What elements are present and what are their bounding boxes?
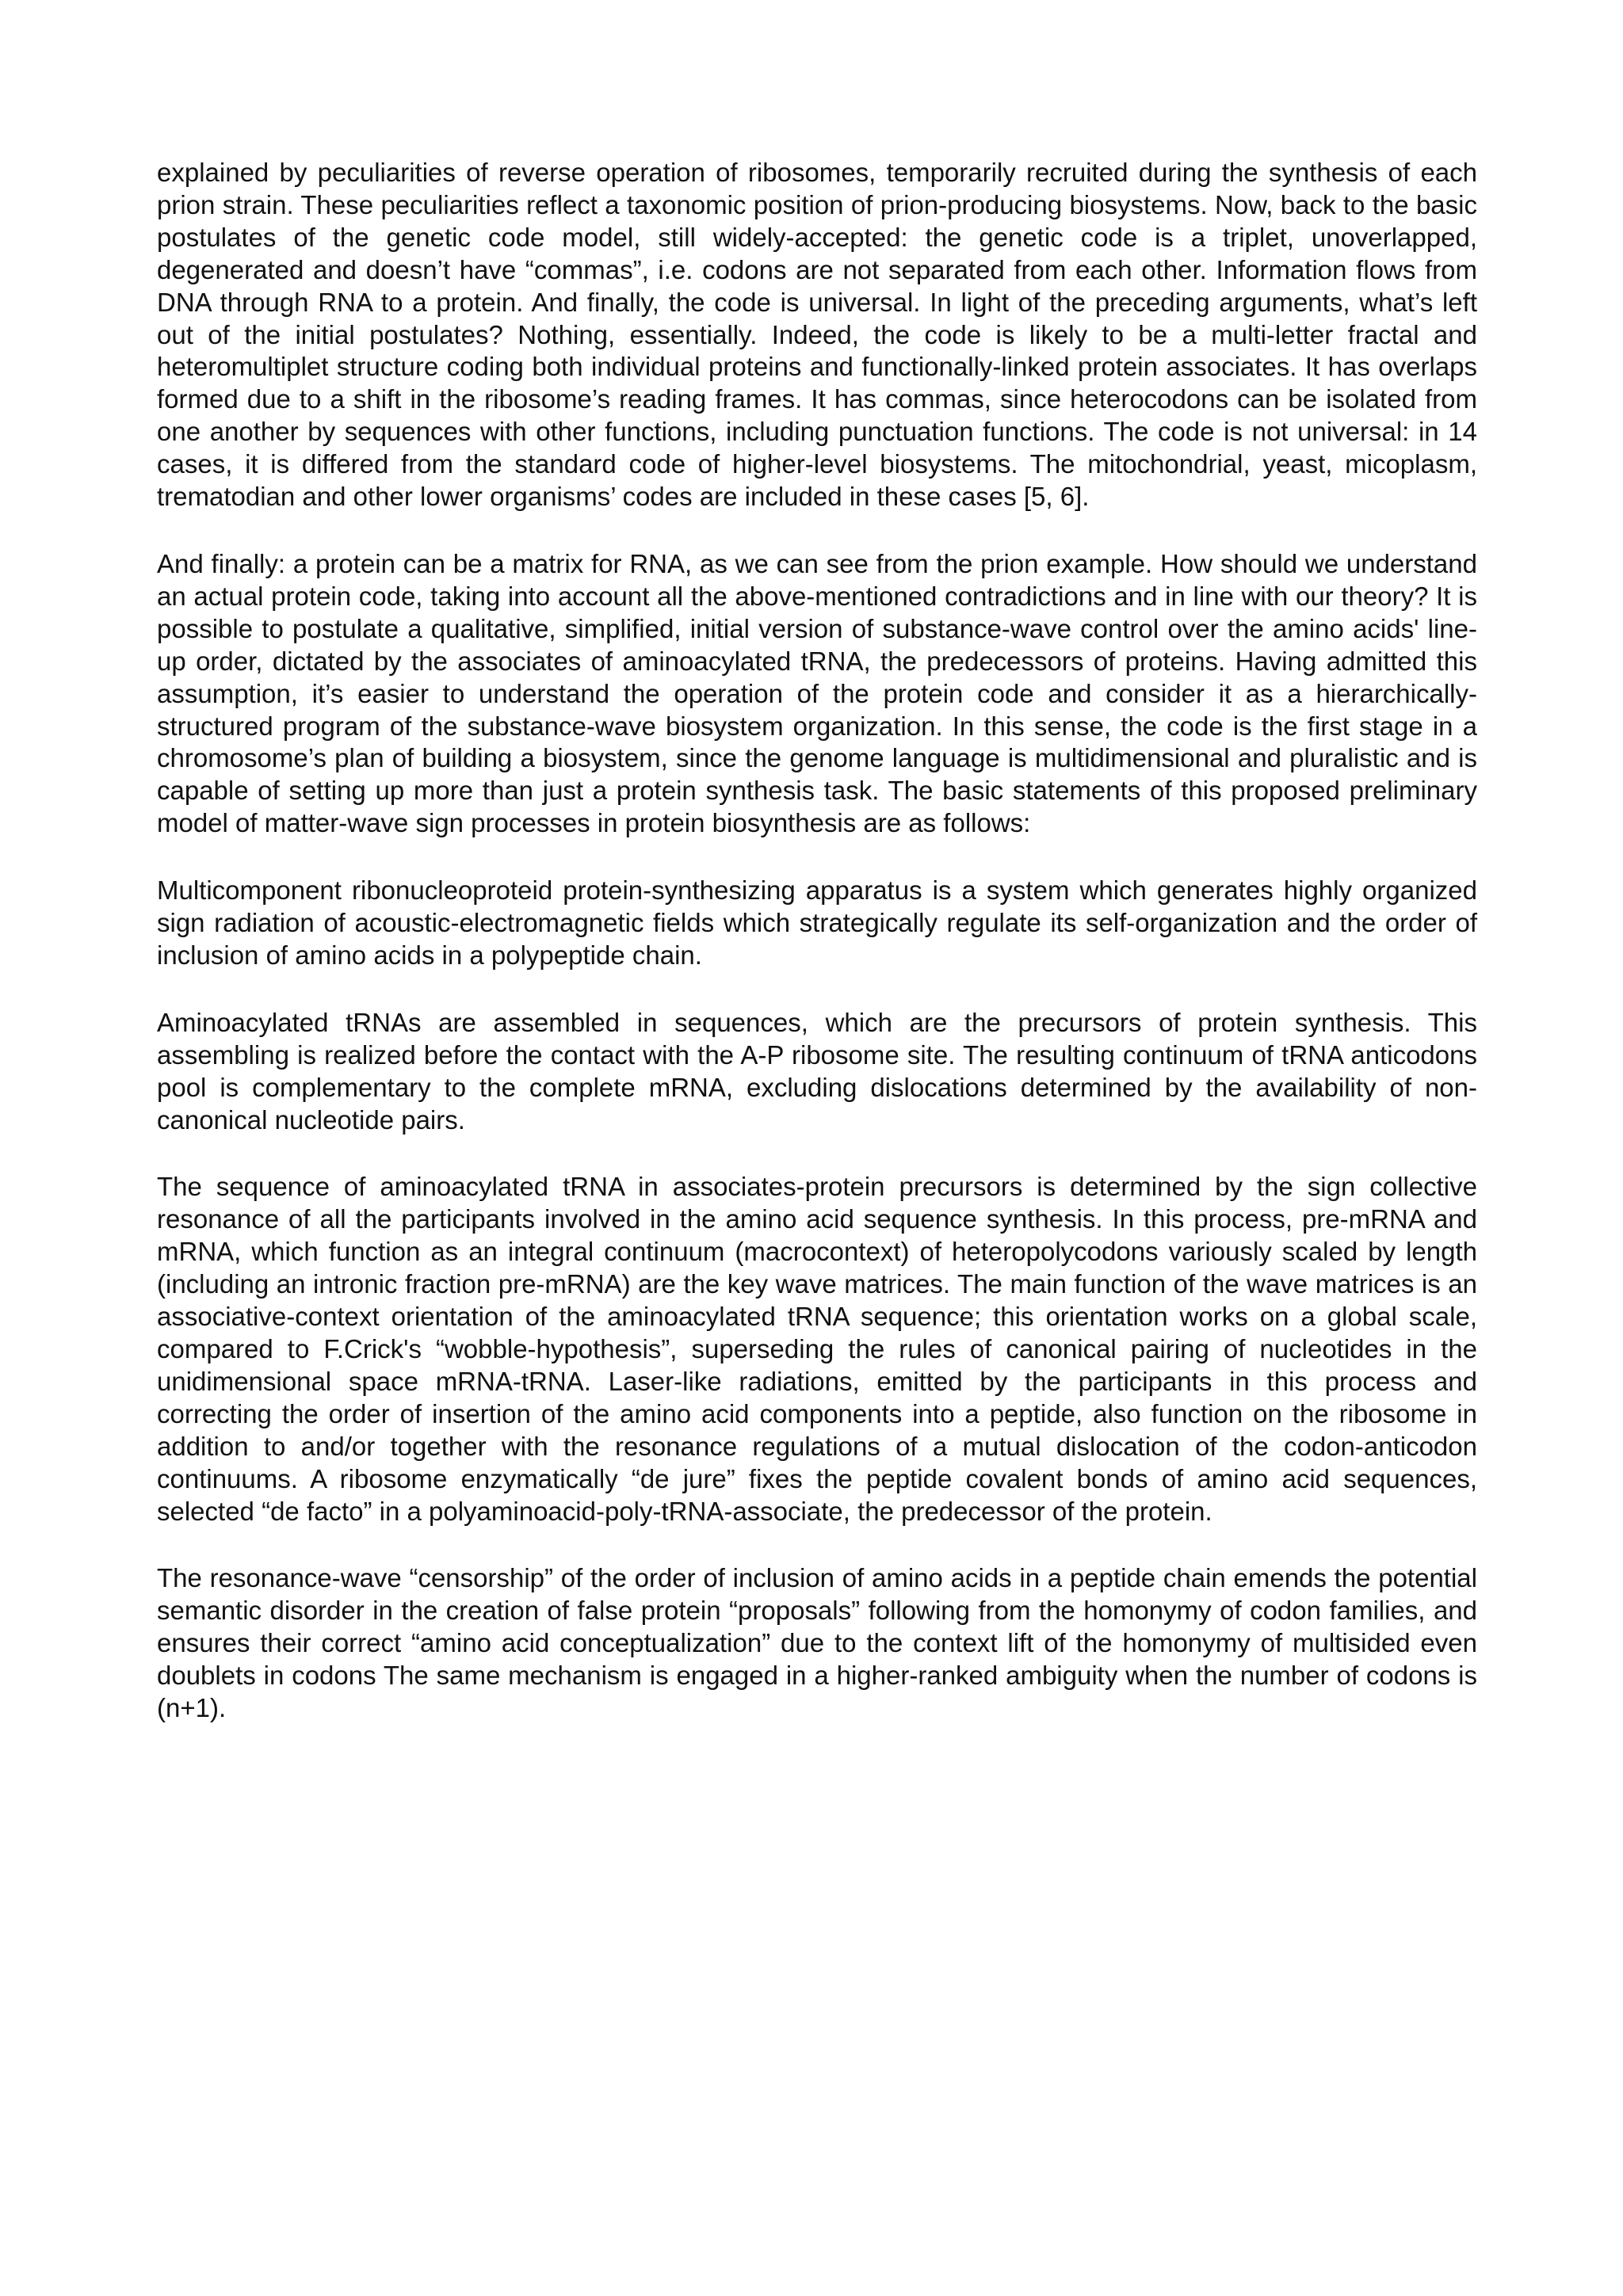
paragraph-3: Multicomponent ribonucleoproteid protein-synthesizing apparatus is a system which generates highly organized sign radiation of acoustic-electromagnetic fields which strategically regulate its self-organization and the order of inclusion of amino acids in a polypeptide chain.: [157, 875, 1477, 970]
document-page: [157, 157, 1477, 1760]
paragraph-1: explained by peculiarities of reverse operation of ribosomes, temporarily recruited during the synthesis of each prion strain. These peculiarities reflect a taxonomic position of prion-producing biosystems. Now, back to the basic postulates of the genetic code model, still widely-accepted: the genetic code is a triplet, unoverlapped, degenerated and doesn’t have “commas”, i.e. codons are not separated from each other. Information flows from DNA through RNA to a protein. And finally, the code is universal. In light of the preceding arguments, what’s left out of the initial postulates? Nothing, essentially. Indeed, the code is likely to be a multi-letter fractal and heteromultiplet structure coding both individual proteins and functionally-linked protein associates. It has overlaps formed due to a shift in the ribosome’s reading frames. It has commas, since heterocodons can be isolated from one another by sequences with other functions, including punctuation functions. The code is not universal: in 14 cases, it is differed from the standard code of higher-level biosystems. The mitochondrial, yeast, micoplasm, trematodian and other lower organisms’ codes are included in these cases [5, 6].: [157, 158, 1477, 512]
paragraph-6: The resonance-wave “censorship” of the order of inclusion of amino acids in a peptide chain emends the potential semantic disorder in the creation of false protein “proposals” following from the homonymy of codon families, and ensures their correct “amino acid conceptualization” due to the context lift of the homonymy of multisided even doublets in codons The same mechanism is engaged in a higher-ranked ambiguity when the number of codons is (n+1).: [157, 1563, 1477, 1723]
paragraph-2: And finally: a protein can be a matrix for RNA, as we can see from the prion example. How should we understand an actual protein code, taking into account all the above-mentioned contradictions and in line with our theory? It is possible to postulate a qualitative, simplified, initial version of substance-wave control over the amino acids' line-up order, dictated by the associates of aminoacylated tRNA, the predecessors of proteins. Having admitted this assumption, it’s easier to understand the operation of the protein code and consider it as a hierarchically-structured program of the substance-wave biosystem organization. In this sense, the code is the first stage in a chromosome’s plan of building a biosystem, since the genome language is multidimensional and pluralistic and is capable of setting up more than just a protein synthesis task. The basic statements of this proposed preliminary model of matter-wave sign processes in protein biosynthesis are as follows:: [157, 548, 1477, 838]
paragraph-4: Aminoacylated tRNAs are assembled in sequences, which are the precursors of protein synthesis. This assembling is realized before the contact with the A-P ribosome site. The resulting continuum of tRNA anticodons pool is complementary to the complete mRNA, excluding dislocations determined by the availability of non-canonical nucleotide pairs.: [157, 1007, 1477, 1135]
paragraph-5: The sequence of aminoacylated tRNA in associates-protein precursors is determined by the sign collective resonance of all the participants involved in the amino acid sequence synthesis. In this process, pre-mRNA and mRNA, which function as an integral continuum (macrocontext) of heteropolycodons variously scaled by length (including an intronic fraction pre-mRNA) are the key wave matrices. The main function of the wave matrices is an associative-context orientation of the aminoacylated tRNA sequence; this orientation works on a global scale, compared to F.Crick's “wobble-hypothesis”, superseding the rules of canonical pairing of nucleotides in the unidimensional space mRNA-tRNA. Laser-like radiations, emitted by the participants in this process and correcting the order of insertion of the amino acid components into a peptide, also function on the ribosome in addition to and/or together with the resonance regulations of a mutual dislocation of the codon-anticodon continuums. A ribosome enzymatically “de jure” fixes the peptide covalent bonds of amino acid sequences, selected “de facto” in a polyaminoacid-poly-tRNA-associate, the predecessor of the protein.: [157, 1172, 1477, 1526]
